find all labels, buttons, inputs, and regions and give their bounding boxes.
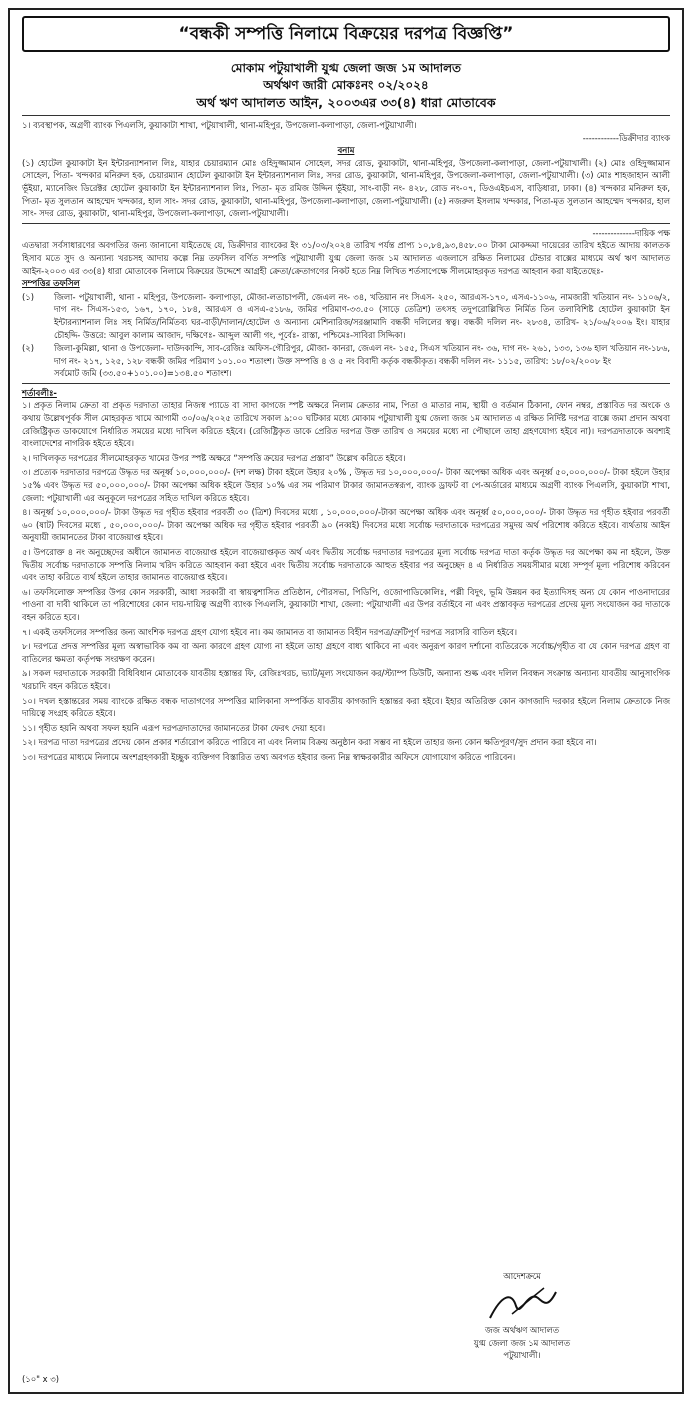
schedule-heading: সম্পত্তির তফসিল bbox=[22, 278, 80, 289]
intro-paragraph: এতদ্বারা সর্বসাধারণের অবগতির জন্য জানানো যাইতেছে যে, ডিক্রীদার ব্যাংকের ইং ৩১/০৩/২০২৪ তারিখ পর্যন্ত প্রাপ্য ১০,৮৪,৯৩,৪৫৮.০০ টাকা মোকদ্দমা দায়েরের তারিখ হইতে আদায় কালতক হিসাব মতে সুদ ও অন্যান্য খরচসহ আদায় কল্পে নিম্ন তফসিল বর্ণিত সম্পত্তি পটুয়াখালী যুগ্ম জেলা জজ ১ম আদালত এজলাসে রক্ষিত নিলামের টেন্ডার বাক্সের মাধ্যমে অর্থ ঋণ আদালত আইন-২০০৩ এর ৩৩(৪) ধারা মোতাবেক নিলামে বিক্রয়ের উদ্দেশে আগ্রহী ক্রেতা/ক্রেতাগণের নিকট হতে নিম্ন লিখিত শর্তসাপেক্ষে সীলমোহরকৃত দরপত্র আহবান করা যাইতেছেঃ- bbox=[22, 240, 670, 276]
case-number: অর্থঋণ জারী মোকঃনং ০২/২০২৪ bbox=[263, 78, 429, 92]
decree-holder-label: ------------ডিক্রীদার ব্যাংক bbox=[582, 132, 670, 143]
signature-block bbox=[422, 1270, 622, 1362]
divider bbox=[22, 223, 670, 224]
divider bbox=[22, 383, 670, 384]
term-item: ১। প্রকৃত নিলাম ক্রেতা বা প্রকৃত দরদাতা তাহার নিজস্ব প্যাডে বা সাদা কাগজে স্পষ্ট অক্ষরে নিলাম ক্রেতার নাম, পিতা ও মাতার নাম, স্থায়ী ও বর্তমান ঠিকানা, ফোন নম্বর, প্রস্তাবিত দর অংকে ও কথায় উল্লেখপূর্বক সীল মোহরকৃত খামে আগামী ৩০/০৬/২০২৫ তারিখে সকাল ৯:০০ ঘটিকার মধ্যে মোকাম পটুয়াখালী যুগ্ম জেলা জজ ১ম আদালত এ রক্ষিত নির্দিষ্ট দরপত্র বাক্সে জমা প্রদান অথবা রেজিষ্ট্রিকৃত ডাকযোগে নির্ধারিত সময়ের মধ্যে দাখিল করিতে হইবে। (রেজিষ্ট্রিকৃত ডাকে প্রেরিত দরপত্র উক্ত তারিখ ও সময়ের মধ্যে না পৌছালে তাহা গ্রহণযোগ্য হইবে না)। দরপত্রদাতাকে অবশ্যই বাংলাদেশের নাগরিক হইতে হইবে। bbox=[22, 400, 670, 449]
terms-heading: শর্তাবলীঃ- bbox=[22, 387, 57, 398]
signatory-title: জজ অর্থঋণ আদালত bbox=[484, 1325, 560, 1336]
term-item: ১২। দরপত্র দাতা দরপত্রের প্রদেয় কোন প্রকার শর্তারোপ করিতে পারিবে না এবং নিলাম বিক্রয় অনুষ্ঠান করা সম্ভব না হইলে তাহার জন্য কোন ক্ষতিপূরণ/সুদ প্রদান করা হইবে না। bbox=[22, 737, 597, 748]
ad-size-note: (১০" x ৩) bbox=[22, 1374, 59, 1385]
schedule-item-text: জিলা-কুমিল্লা, থানা ও উপজেলা- দাউদকান্দি, সাব-রেজিঃ অফিস-গৌরিপুর, মৌজা- কানরা, জেএল নং- ১৫৫, সিএস খতিয়ান নং- ৩৬, দাগ নং- ২৬১, ১৩৩, ১৩৬ হাল খতিয়ান নং-১৮৬, দাগ নং- ২১৭, ১২৫, ১২৮ বন্ধকী জমির পরিমাণ ১০১.০০ শতাংশ। উক্ত সম্পত্তি ৪ ও ৫ নং বিবাদী কর্তৃক বন্ধকীকৃত। বন্ধকী দলিল নং- ১১১৫, তারিখ: ১৮/০২/২০০৮ ইং bbox=[54, 343, 670, 366]
notice-title: “বন্ধকী সম্পত্তি নিলামে বিক্রয়ের দরপত্র বিজ্ঞপ্তি” bbox=[22, 16, 670, 52]
terms-list bbox=[22, 399, 670, 763]
signature-mark bbox=[482, 1284, 562, 1324]
by-order-label: আদেশক্রমে bbox=[503, 1270, 541, 1281]
term-item: ৪। অনূর্ধ্ব ১০,০০০,০০০/- টাকা উদ্ধৃত দর গৃহীত হইবার পরবর্তী ৩০ (ত্রিশ) দিবসের মধ্যে , ১০,০০০,০০০/-টাকা অপেক্ষা অধিক এবং অনূর্ধ্ব ৫০,০০০,০০০/- টাকা উদ্ধৃত দর গৃহীত হইবার পরবর্তী ৬০ (ষাট) দিবসের মধ্যে , ৫০,০০০,০০০/- টাকা অপেক্ষা অধিক দর গৃহীত হইবার পরবর্তী ৯০ (নব্বই) দিবসের মধ্যে সর্বোচ্চ দরদাতাকে দরপত্রের সমুদয় অর্থ পরিশোধ করিতে হইবে। ব্যর্থতায় আইন অনুযায়ী জামানতের টাকা বাজেয়াপ্ত হইবে। bbox=[22, 507, 670, 543]
term-item: ২। দাখিলকৃত দরপত্রের সীলমোহরকৃত খামের উপর স্পষ্ট অক্ষরে “সম্পত্তি ক্রয়ের দরপত্র প্রস্তাব” উল্লেখ করিতে হইবে। bbox=[22, 452, 406, 463]
schedule-item-text: জিলা- পটুয়াখালী, থানা - মহিপুর, উপজেলা- কলাপাড়া, মৌজা-লতাচাপলী, জেএল নং- ৩৪, খতিয়ান নং সিএস- ২৫০, আরএস-১৭০, এসএ-১১০৬, নামজারী খতিয়ান নং- ১১০৬/২, দাগ নং- সিএস-১৫৩, ১৬৭, ১৭০, ১৮৪, আরএস ও এসএ-৫১৮৬, জমির পরিমাণ-৩৩.৫০ (সাড়ে তেত্রিশ) তৎসহ তদুপরোল্লিখিত নির্মিত তিন তলাবিশিষ্ট হোটেল কুয়াকাটা ইন ইন্টারন্যাশনাল লিঃ সহ নির্মিত/নির্মিতব্য ঘর-বাড়ী/দালান/হোটেল ও অন্যান্য মেশিনারিজ/সরঞ্জামাদি বন্ধকী দলিলের স্বত্ব। বন্ধকী দলিল নং- ২৮৩৪, তারিখ- ২১/০৬/২০০৬ ইং। যাহার চৌহদ্দি- উত্তরে: আবুল কালাম আজাদ, দক্ষিণেঃ- আব্দুল আলী গং, পূর্বেঃ- রাস্তা, পশ্চিমেঃ-সাবিরা সিদ্দিকা। bbox=[54, 291, 670, 340]
schedule-total: সর্বমোট জমি (৩৩.৫০+১০১.০০)=১৩৪.৫০ শতাংশ। bbox=[54, 368, 232, 379]
decree-holder-text: ১। ব্যবস্থাপক, অগ্রণী ব্যাংক পিএলসি, কুয়াকাটা শাখা, পটুয়াখালী, থানা-মহিপুর, উপজেলা-কলাপাড়া, জেলা-পটুয়াখালী। bbox=[22, 120, 417, 130]
signatory-location: পটুয়াখালী। bbox=[503, 1350, 541, 1361]
schedule-item-number: (২) bbox=[22, 343, 34, 354]
court-name: মোকাম পটুয়াখালী যুগ্ম জেলা জজ ১ম আদালত bbox=[230, 61, 462, 75]
act-reference: অর্থ ঋণ আদালত আইন, ২০০৩এর ৩৩(৪) ধারা মোতাবেক bbox=[196, 95, 496, 110]
schedule-item bbox=[22, 291, 670, 341]
schedule-item-body bbox=[54, 342, 670, 380]
term-item: ৭। একই তফসিলের সম্পত্তির জন্য আংশিক দরপত্র গ্রহণ যোগ্য হইবে না। কম জামানত বা জামানত বিহীন দরপত্র/ত্রুটিপূর্ণ দরপত্র সরাসরি বাতিল হইবে। bbox=[22, 626, 517, 637]
term-item: ৮। দরপত্রে প্রদত্ত সম্পত্তির মূল্য অস্বাভাবিক কম বা অন্য কারণে গ্রহণ যোগ্য না হইলে তাহা গ্রহণে বাধ্য থাকিবে না এবং অনুরূপ কারণ দর্শানো ব্যতিরেকে সর্বোচ্চ/গৃহীত বা যে কোন দরপত্র গ্রহণ বা বাতিলের ক্ষমতা কর্তৃপক্ষ সংরক্ষণ করেন। bbox=[22, 641, 670, 664]
versus-heading: বনাম bbox=[337, 145, 355, 156]
term-item: ১০। দখল হস্তান্তরের সময় ব্যাংকে রক্ষিত বন্ধক দাতাগণের সম্পত্তির মালিকানা সম্পর্কিত যাবতীয় কাগজাদি হস্তান্তর করা হইবে। ইহার অতিরিক্ত কোন কাগজাদি দরকার হইলে নিলাম ক্রেতাকে নিজ দায়িত্বে সংগ্রহ করিতে হইবে। bbox=[22, 695, 670, 719]
debtor-label: --------------দায়িক পক্ষ bbox=[592, 227, 670, 238]
schedule-item-number: (১) bbox=[22, 291, 34, 302]
term-item: ৩। প্রত্যেক দরদাতার দরপত্রে উদ্ধৃত দর অনূর্ধ্ব ১০,০০০,০০০/- (দশ লক্ষ) টাকা হইলে উহার ২০% , উদ্ধৃত দর ১০,০০০,০০০/- টাকা অপেক্ষা অধিক এবং অনূর্ধ্ব ৫০,০০০,০০০/- টাকা হইলে উহার ১৫% এবং উদ্ধৃত দর ৫০,০০০,০০০/- টাকা অপেক্ষা অধিক হইলে উহার ১০% এর সম পরিমাণ টাকার জামানতস্বরূপ, ব্যাংক ড্রাফট বা পে-অর্ডারের মাধ্যমে অগ্রণী ব্যাংক পিএলসি, কুয়াকাটা শাখা, জেলা: পটুয়াখালী এর অনুকূলে দরপত্রের সহিত দাখিল করিতে হইবে। bbox=[22, 467, 670, 503]
term-item: ৯। সকল দরদাতাকে সরকারী বিধিবিধান মোতাবেক যাবতীয় হস্তান্তর ফি, রেজিঃখরচ, ভ্যাট/মূল্য সংযোজন কর/স্ট্যাম্প ডিউটি, অন্যান্য শুল্ক এবং দলিল নিবন্ধন সংক্রান্ত অন্যান্য যাবতীয় আনুসাংগিক খরচাদি বহন করিতে হইবে। bbox=[22, 668, 670, 691]
divider bbox=[22, 115, 670, 116]
term-item: ৬। তফসিলোক্ত সম্পত্তির উপর কোন সরকারী, আধা সরকারী বা স্বায়ত্বশাসিত প্রতিষ্ঠান, পৌরসভা, পিডিপি, ওজোপাডিকোলিঃ, পল্লী বিদুৎ, ভূমি উন্নয়ন কর ইত্যাদিসহ অন্য যে কোন পাওনাদারের পাওনা বা দাবী থাকিলে তা পরিশোধের কোন দায়-দায়িত্ব অগ্রণী ব্যাংক পিএলসি, কুয়াকাটা শাখা, জেলা: পটুয়াখালী এর উপর বর্তাইবে না এবং প্রস্তাবকৃত দরপত্রের প্রদেয় মূল্য সংযোজন কর দাতাকে বহন করিতে হবে। bbox=[22, 586, 670, 622]
debtors-text: (১) হোটেল কুয়াকাটা ইন ইন্টারন্যাশনাল লিঃ, যাহার চেয়ারম্যান মোঃ ওহিদুজ্জামান সোহেল, সদর রোড, কুয়াকাটা, থানা-মহিপুর, উপজেলা-কলাপাড়া, জেলা-পটুয়াখালী। (২) মোঃ ওহিদুজ্জামান সোহেল, পিতা- খন্দকার মনিরুল হক, চেয়ারম্যান হোটেল কুয়াকাটা ইন ইন্টারন্যাশনাল লিঃ, সদর রোড, কুয়াকাটা, থানা-মহিপুর, উপজেলা-কলাপাড়া, জেলা-পটুয়াখালী। (৩) মোঃ শাহজাহান আলী ভূঁইয়া, ম্যানেজিং ডিরেক্টর হোটেল কুয়াকাটা ইন ইন্টারন্যাশনাল লিঃ, পিতা- মৃত রমিজ উদ্দিন ভূঁইয়া, সাং-বাড়ী নং- ৪২৮, রোড নং-০৭, ডিওএইচএস, বাড়িধারা, ঢাকা। (৪) খন্দকার মনিরুল হক, পিতা- মৃত সুলতান আহম্মেদ খন্দকার, হাল সাং- সদর রোড, কুয়াকাটা, থানা-মহিপুর, উপজেলা-কলাপাড়া, জেলা-পটুয়াখালী। (৫) নজরুল ইসলাম খন্দকার, পিতা-মৃত সুলতান আহম্মেদ খন্দকার, হাল সাং- সদর রোড, কুয়াকাটা, থানা-মহিপুর, উপজেলা-কলাপাড়া, জেলা-পটুয়াখালী। bbox=[22, 157, 670, 219]
signatory-court: যুগ্ম জেলা জজ ১ম আদালত bbox=[473, 1337, 571, 1348]
term-item: ১৩। দরপত্রের মাধ্যমে নিলামে অংশগ্রহণকারী ইচ্ছুক ব্যক্তিগণ বিস্তারিত তথ্য অবগত হইবার জন্য নিম্ন স্বাক্ষরকারীর অফিসে যোগাযোগ করিতে পারিবেন। bbox=[22, 751, 516, 762]
term-item: ৫। উপরোক্ত ৪ নং অনুচ্ছেদের অধীনে জামানত বাজেয়াপ্ত হইলে বাজেয়াপ্তকৃত অর্থ এবং দ্বিতীয় সর্বোচ্চ দরদাতার দরপত্রের মূল্য সর্বোচ্চ দরপত্র দাতা কর্তৃক উদ্ধৃত দর অপেক্ষা কম না হইলে, উক্ত দ্বিতীয় সর্বোচ্চ দরদাতাকে সম্পত্তি নিলাম খরিদ করিতে আহবান করা হইবে এবং দ্বিতীয় সর্বোচ্চ দরদাতাকে আহুত হইবার পর অনুচ্ছেদ ৪ এ নির্ধারিত সময়সীমার মধ্যে সম্পূর্ণ মূল্য পরিশোধ করিবেন এবং তাহা করিতে ব্যর্থ হইলে তাহার জামানত বাজেয়াপ্ত হইবে। bbox=[22, 547, 670, 583]
schedule-item bbox=[22, 342, 670, 380]
term-item: ১১। গৃহীত হয়নি অথবা সফল হয়নি এরূপ দরপত্রদাতাদের জামানতের টাকা ফেরৎ দেয়া হবে। bbox=[22, 722, 326, 733]
tender-notice bbox=[8, 8, 684, 1394]
